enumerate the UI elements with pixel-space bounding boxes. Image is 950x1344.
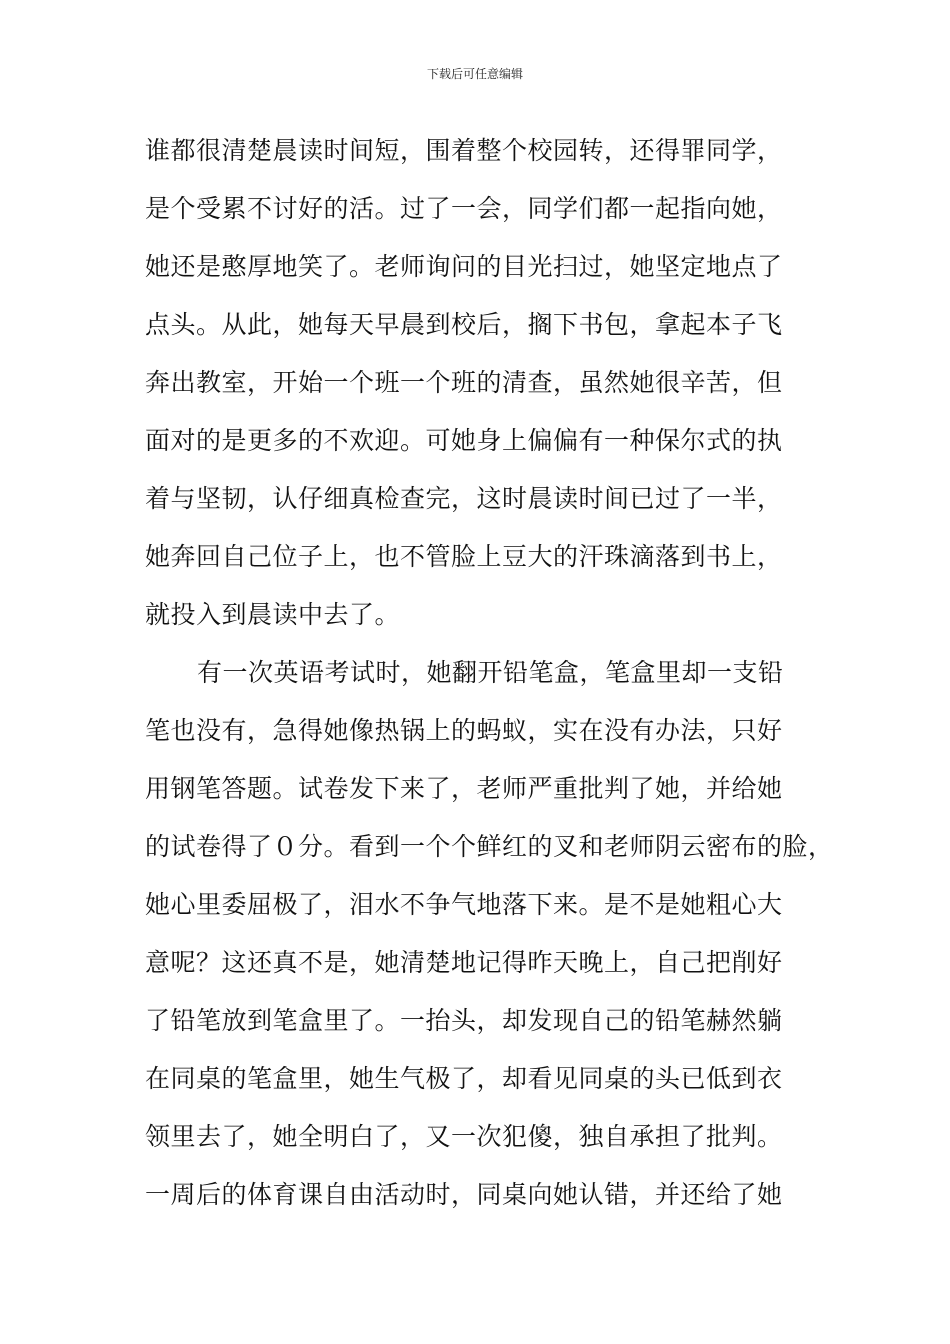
text-line: 笔也没有，急得她像热锅上的蚂蚁，实在没有办法，只好 — [145, 716, 783, 745]
paragraph-1 — [145, 128, 825, 650]
text-line: 谁都很清楚晨读时间短，围着整个校园转，还得罪同学， — [145, 136, 783, 165]
text-line: 奔出教室，开始一个班一个班的清查，虽然她很辛苦，但 — [145, 368, 783, 397]
text-line: 的试卷得了０分。看到一个个鲜红的叉和老师阴云密布的脸， — [145, 832, 834, 861]
text-line: 是个受累不讨好的活。过了一会，同学们都一起指向她， — [145, 194, 783, 223]
text-line: 面对的是更多的不欢迎。可她身上偏偏有一种保尔式的执 — [145, 426, 783, 455]
text-line: 意呢？这还真不是，她清楚地记得昨天晚上，自己把削好 — [145, 948, 783, 977]
text-line: 就投入到晨读中去了。 — [145, 600, 401, 629]
text-line: 用钢笔答题。试卷发下来了，老师严重批判了她，并给她 — [145, 774, 783, 803]
text-line: 她还是憨厚地笑了。老师询问的目光扫过，她坚定地点了 — [145, 252, 783, 281]
text-line-indented: 有一次英语考试时，她翻开铅笔盒，笔盒里却一支铅 — [197, 658, 784, 687]
text-line: 了铅笔放到笔盒里了。一抬头，却发现自己的铅笔赫然躺 — [145, 1006, 783, 1035]
text-line: 着与坚韧，认仔细真检查完，这时晨读时间已过了一半， — [145, 484, 783, 513]
text-line: 在同桌的笔盒里，她生气极了，却看见同桌的头已低到衣 — [145, 1064, 783, 1093]
page-header: 下载后可任意编辑 — [426, 67, 523, 81]
body-text — [145, 128, 834, 1230]
text-line: 她心里委屈极了，泪水不争气地落下来。是不是她粗心大 — [145, 890, 783, 919]
text-line: 领里去了，她全明白了，又一次犯傻，独自承担了批判。 — [145, 1122, 783, 1151]
text-line: 她奔回自己位子上，也不管脸上豆大的汗珠滴落到书上， — [145, 542, 783, 571]
text-line: 点头。从此，她每天早晨到校后，搁下书包，拿起本子飞 — [145, 310, 783, 339]
paragraph-2 — [145, 650, 834, 1230]
text-line: 一周后的体育课自由活动时，同桌向她认错，并还给了她 — [145, 1180, 783, 1209]
